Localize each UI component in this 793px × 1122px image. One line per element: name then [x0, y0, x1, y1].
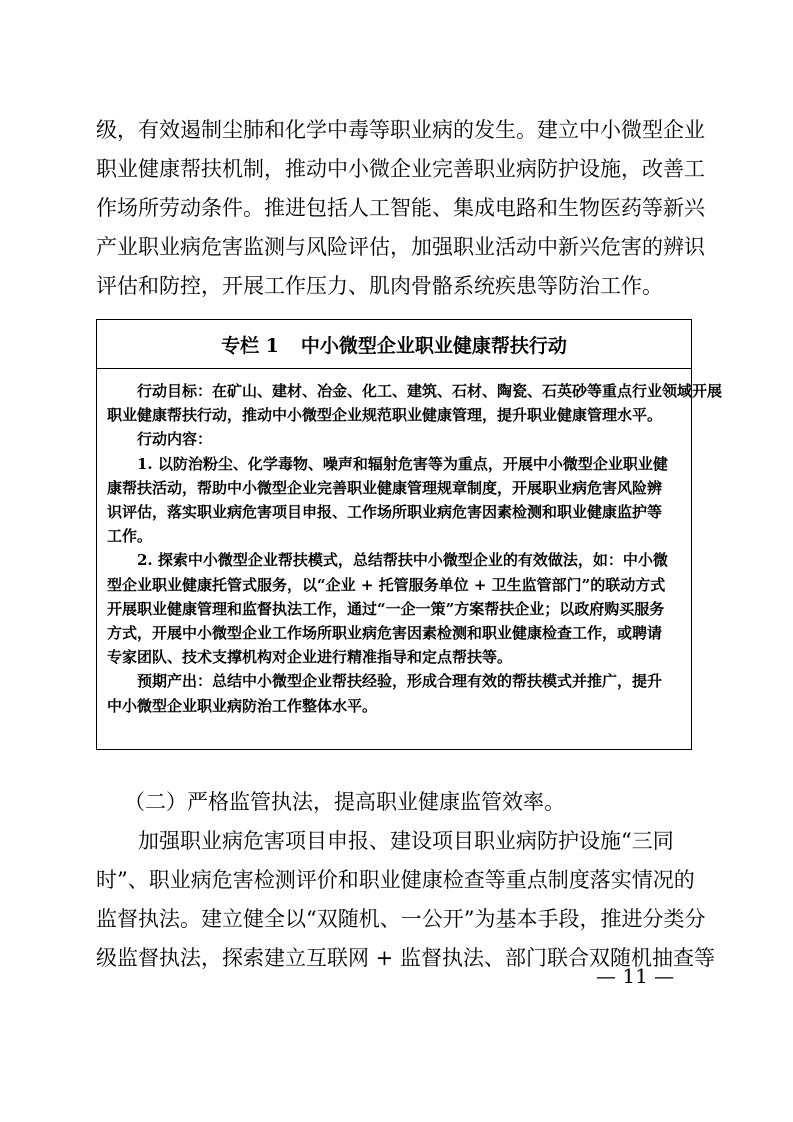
box-line: 开展职业健康管理和监督执法工作，通过“一企一策”方案帮扶企业；以政府购买服务 [107, 599, 665, 618]
paragraph-line: 时”、职业病危害检测评价和职业健康检查等重点制度落实情况的 [96, 868, 695, 892]
box-line: 康帮扶活动，帮助中小微型企业完善职业健康管理规章制度，开展职业病危害风险辨 [107, 478, 663, 497]
paragraph-line: 监督执法。建立健全以“双随机、一公开”为基本手段，推进分类分 [96, 907, 706, 931]
paragraph-line: 职业健康帮扶机制，推动中小微企业完善职业病防护设施，改善工 [96, 157, 705, 181]
box-line: 行动目标：在矿山、建材、冶金、化工、建筑、石材、陶瓷、石英砂等重点行业领域开展 [137, 382, 723, 400]
feature-box [96, 319, 723, 750]
box-line: 型企业职业健康托管式服务，以“企业 + 托管服务单位 + 卫生监管部门”的联动方式 [107, 575, 666, 594]
box-line: 中小微型企业职业病防治工作整体水平。 [107, 696, 378, 715]
section-heading-text: （二）严格监管执法，提高职业健康监管效率。 [124, 790, 565, 814]
feature-box-heading: 中小微型企业职业健康帮扶行动 [300, 334, 567, 357]
box-line: 方式，开展中小微型企业工作场所职业病危害因素检测和职业健康检查工作，或聘请 [107, 624, 663, 643]
box-line: 工作。 [107, 527, 153, 546]
feature-box-number: 专栏 1 [221, 334, 279, 357]
box-line: 1. 以防治粉尘、化学毒物、噪声和辐射危害等为重点，开展中小微型企业职业健 [137, 454, 668, 473]
body-paragraph-2 [96, 822, 715, 978]
paragraph-line: 产业职业病危害监测与风险评估，加强职业活动中新兴危害的辨识 [96, 235, 705, 259]
paragraph-line: 级监督执法，探索建立互联网 + 监督执法、部门联合双随机抽查等 [96, 946, 715, 970]
paragraph-line: 评估和防控，开展工作压力、肌肉骨骼系统疾患等防治工作。 [96, 274, 663, 298]
body-paragraph-1 [96, 111, 705, 306]
paragraph-line: 级，有效遏制尘肺和化学中毒等职业病的发生。建立中小微型企业 [96, 118, 705, 142]
box-line: 专家团队、技术支撑机构对企业进行精准指导和定点帮扶等。 [107, 648, 513, 667]
page-number: — 11 — [596, 964, 675, 988]
section-heading [124, 783, 696, 822]
box-line: 预期产出：总结中小微型企业帮扶经验，形成合理有效的帮扶模式并推广，提升 [137, 672, 663, 691]
box-line: 2. 探索中小微型企业帮扶模式，总结帮扶中小微型企业的有效做法，如：中小微 [137, 551, 668, 570]
feature-box-body [97, 369, 723, 718]
paragraph-line: 作场所劳动条件。推进包括人工智能、集成电路和生物医药等新兴 [96, 196, 705, 220]
feature-box-title [97, 320, 691, 369]
box-line: 职业健康帮扶行动，推动中小微型企业规范职业健康管理，提升职业健康管理水平。 [107, 406, 663, 425]
paragraph-line: 加强职业病危害项目申报、建设项目职业病防护设施“三同 [138, 829, 674, 853]
box-line: 识评估，落实职业病危害项目申报、工作场所职业病危害因素检测和职业健康监护等 [107, 503, 663, 522]
box-line: 行动内容： [137, 430, 213, 449]
